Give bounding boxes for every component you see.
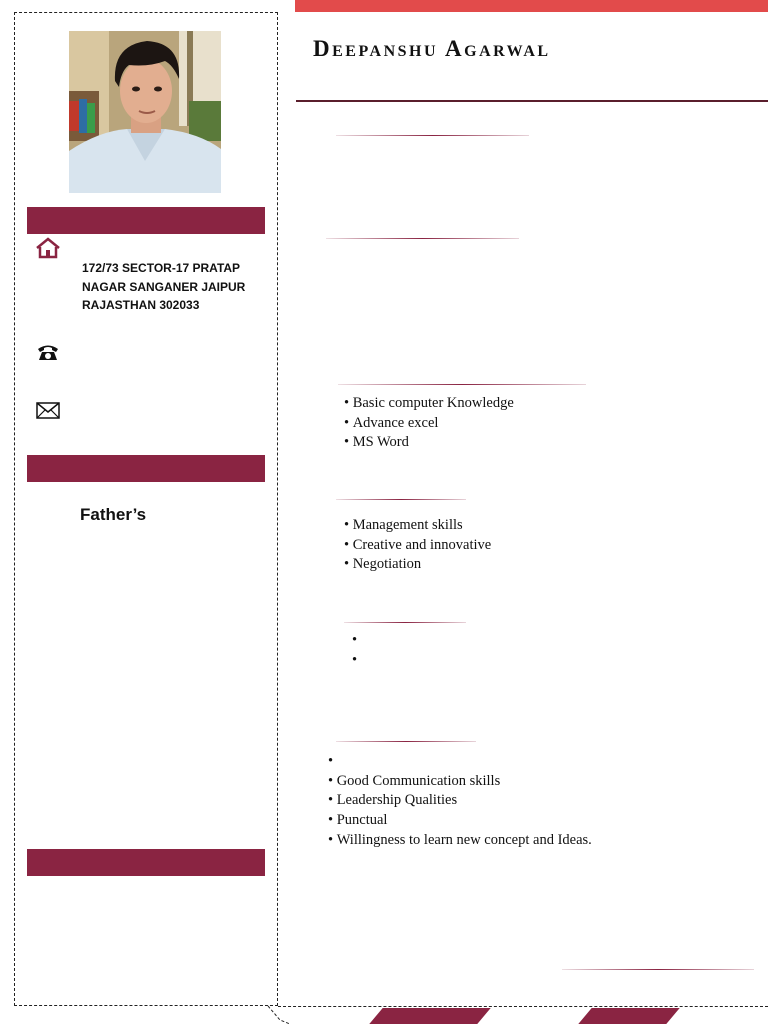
list-item: • Negotiation — [344, 555, 491, 575]
personal-section-bar — [27, 455, 265, 482]
name-underline — [296, 100, 768, 102]
envelope-icon — [35, 399, 61, 421]
list-item — [328, 752, 592, 772]
footer-accent-left — [369, 1008, 490, 1024]
top-accent-bar — [295, 0, 768, 12]
hobbies-list — [352, 631, 361, 670]
footer-accent-right — [578, 1008, 679, 1024]
hobbies-heading-rule — [344, 622, 466, 623]
list-item — [352, 631, 361, 651]
contact-section-bar — [27, 207, 265, 234]
list-item: • MS Word — [344, 433, 514, 453]
profile-photo — [69, 31, 221, 193]
telephone-icon — [35, 341, 61, 363]
corner-fold-decoration — [266, 1004, 290, 1024]
strengths-heading-rule — [336, 741, 476, 742]
list-item: • Advance excel — [344, 414, 514, 434]
languages-section-bar — [27, 849, 265, 876]
list-item: • Creative and innovative — [344, 536, 491, 556]
list-item — [352, 651, 361, 671]
skills-list — [344, 516, 491, 575]
page-title: Deepanshu Agarwal — [313, 36, 551, 61]
skills-heading-rule — [336, 499, 466, 500]
education-heading-rule — [326, 238, 519, 239]
fathers-name-label: Father’s — [80, 505, 147, 524]
strengths-list — [328, 752, 592, 851]
list-item: • Willingness to learn new concept and Ideas. — [328, 831, 592, 851]
objective-heading-rule — [336, 135, 529, 136]
computer-skills-heading-rule — [338, 384, 586, 385]
declaration-heading-rule — [562, 969, 754, 970]
list-item: • Punctual — [328, 811, 592, 831]
list-item: • Good Communication skills — [328, 772, 592, 792]
home-icon — [35, 237, 61, 259]
list-item: • Leadership Qualities — [328, 791, 592, 811]
address-text: 172/73 SECTOR-17 PRATAP NAGAR SANGANER JAIPUR RAJASTHAN 302033 — [82, 261, 246, 312]
list-item: • Management skills — [344, 516, 491, 536]
computer-skills-list — [344, 394, 514, 453]
profile-photo-illustration — [69, 31, 221, 193]
list-item: • Basic computer Knowledge — [344, 394, 514, 414]
bottom-divider — [278, 1006, 768, 1007]
